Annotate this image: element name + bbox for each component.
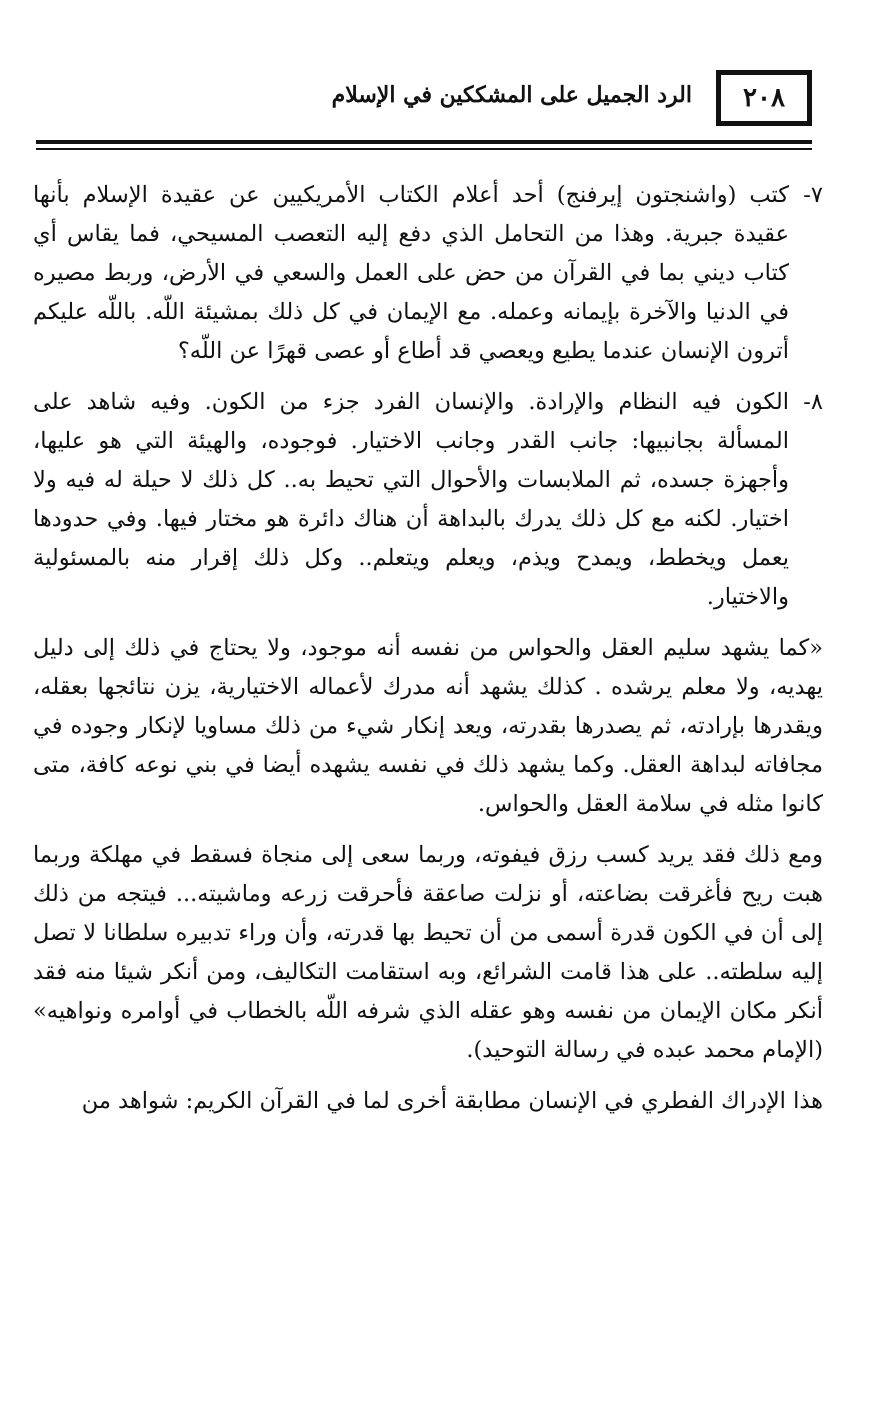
page-number: ٢٠٨ (743, 83, 785, 113)
numbered-item-8 (33, 383, 823, 617)
item-text: كتب (واشنجتون إيرفنج) أحد أعلام الكتاب الأمريكيين عن عقيدة الإسلام بأنها عقيدة جبرية. وهذا من التحامل الذي دفع إليه التعصب المسيحي، فما يقاس أي كتاب ديني بما في القرآن من حض على العمل والسعي في الأرض، وربط مصيره في الدنيا والآخرة بإيمانه وعمله. مع الإيمان في كل ذلك بمشيئة اللّه. باللّه عليكم أترون الإنسان عندما يطيع ويعصي قد أطاع أو عصى قهرًا عن اللّه؟ (33, 182, 789, 364)
running-title: الرد الجميل على المشككين في الإسلام (331, 82, 692, 108)
item-number: ٨- (803, 389, 823, 415)
numbered-item-7 (33, 176, 823, 371)
header-rule-thin (36, 148, 812, 150)
quote-paragraph-1: «كما يشهد سليم العقل والحواس من نفسه أنه موجود، ولا يحتاج في ذلك إلى دليل يهديه، ولا معلم يرشده . كذلك يشهد أنه مدرك لأعماله الاختيارية، يزن نتائجها بعقله، ويقدرها بإرادته، ثم يصدرها بقدرته، ويعد إنكار شيء من ذلك مساويا لإنكار وجوده في مجافاته لبداهة العقل. وكما يشهد ذلك في نفسه يشهده أيضا في بني نوعه كافة، متى كانوا مثله في سلامة العقل والحواس. (33, 635, 823, 817)
page-number-box (716, 70, 812, 126)
closing-paragraph: هذا الإدراك الفطري في الإنسان مطابقة أخرى لما في القرآن الكريم: شواهد من (81, 1088, 823, 1114)
body-text (33, 176, 823, 1133)
item-number: ٧- (803, 182, 823, 208)
running-header (36, 70, 812, 132)
quote-paragraph-2: ومع ذلك فقد يريد كسب رزق فيفوته، وربما سعى إلى منجاة فسقط في مهلكة وربما هبت ريح فأغرقت بضاعته، أو نزلت صاعقة فأحرقت زرعه وماشيته... فيتجه من ذلك إلى أن في الكون قدرة أسمى من أن تحيط بها قدرته، وأن وراء تدبيره سلطانا لا تصل إليه سلطته.. على هذا قامت الشرائع، وبه استقامت التكاليف، ومن أنكر شيئا منه فقد أنكر مكان الإيمان من نفسه وهو عقله الذي شرفه اللّه بالخطاب في أوامره ونواهيه» (الإمام محمد عبده في رسالة التوحيد). (33, 842, 823, 1063)
header-rule-thick (36, 140, 812, 144)
item-text: الكون فيه النظام والإرادة. والإنسان الفرد جزء من الكون. وفيه شاهد على المسألة بجانبيها: جانب القدر وجانب الاختيار. فوجوده، والهيئة التي هو عليها، وأجهزة جسده، ثم الملابسات والأحوال التي تحيط به.. كل ذلك لا حيلة له فيه ولا اختيار. لكنه مع كل ذلك يدرك بالبداهة أن هناك دائرة هو مختار فيها. وفي حدودها يعمل ويخطط، ويمدح ويذم، ويعلم ويتعلم.. وكل ذلك إقرار منه بالمسئولية والاختيار. (33, 389, 789, 610)
